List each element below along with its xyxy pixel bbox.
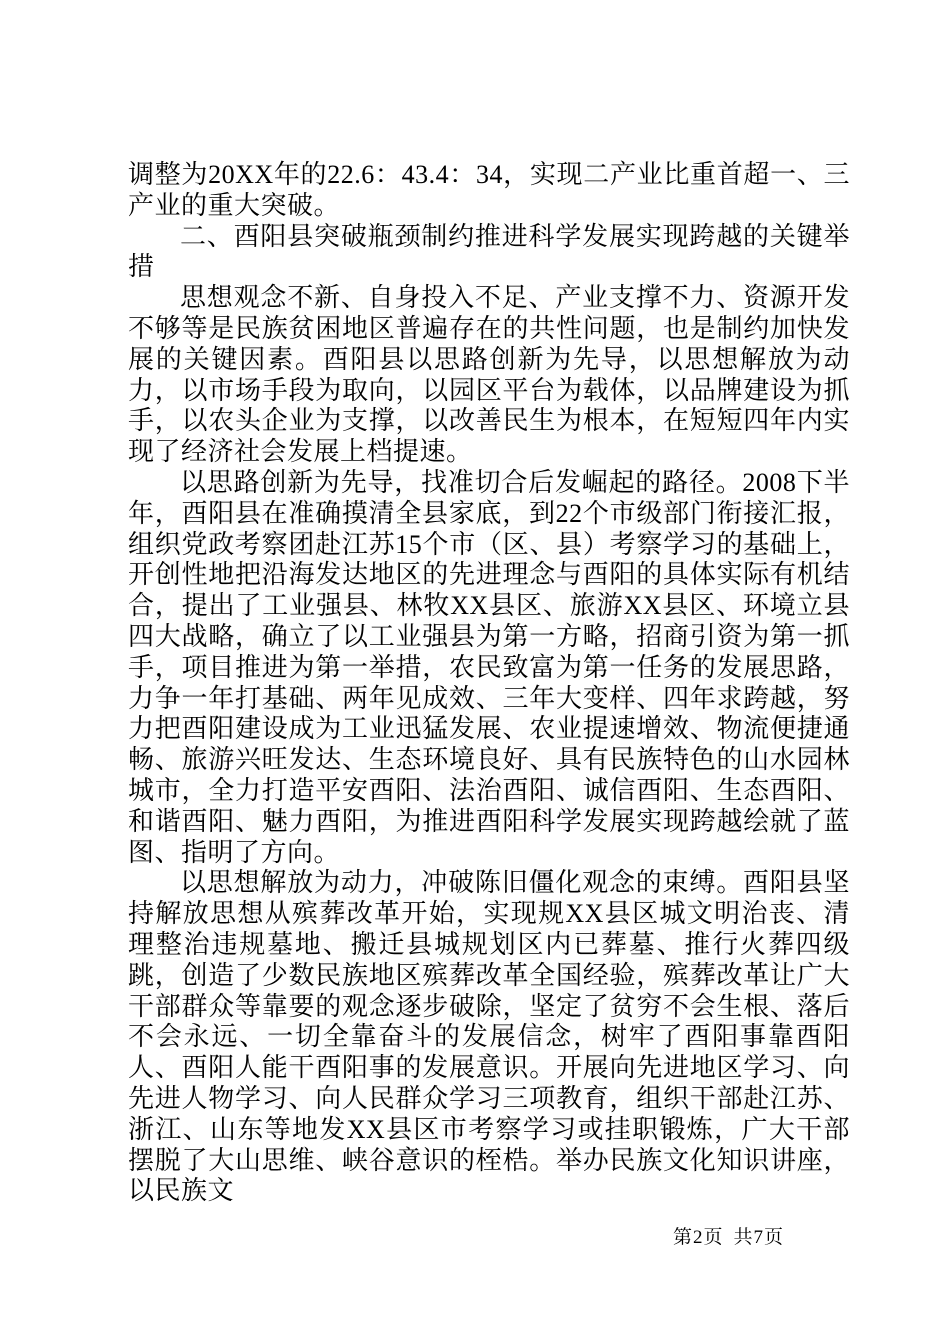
paragraph-continuation: 调整为20XX年的22.6：43.4：34，实现二产业比重首超一、三产业的重大突破。 [128,160,850,220]
page-total-label: 共7页 [733,1227,784,1248]
section-heading: 二、酉阳县突破瓶颈制约推进科学发展实现跨越的关键举措 [128,221,850,282]
document-body [128,160,850,1207]
page-footer [673,1222,784,1249]
paragraph: 以思路创新为先导，找准切合后发崛起的路径。2008下半年，酉阳县在准确摸清全县家底，到22个市级部门衔接汇报，组织党政考察团赴江苏15个市（区、县）考察学习的基础上，开创性地把沿海发达地区的先进理念与酉阳的具体实际有机结合，提出了工业强县、林牧XX县区、旅游XX县区、环境立县四大战略，确立了以工业强县为第一方略，招商引资为第一抓手，项目推进为第一举措，农民致富为第一任务的发展思路，力争一年打基础、两年见成效、三年大变样、四年求跨越，努力把酉阳建设成为工业迅猛发展、农业提速增效、物流便捷通畅、旅游兴旺发达、生态环境良好、具有民族特色的山水园林城市，全力打造平安酉阳、法治酉阳、诚信酉阳、生态酉阳、和谐酉阳、魅力酉阳，为推进酉阳科学发展实现跨越绘就了蓝图、指明了方向。 [128,467,850,867]
paragraph: 以思想解放为动力，冲破陈旧僵化观念的束缚。酉阳县坚持解放思想从殡葬改革开始，实现规XX县区城文明治丧、清理整治违规墓地、搬迁县城规划区内已葬墓、推行火葬四级跳，创造了少数民族地区殡葬改革全国经验，殡葬改革让广大干部群众等靠要的观念逐步破除，坚定了贫穷不会生根、落后不会永远、一切全靠奋斗的发展信念，树牢了酉阳事靠酉阳人、酉阳人能干酉阳事的发展意识。开展向先进地区学习、向先进人物学习、向人民群众学习三项教育，组织干部赴江苏、浙江、山东等地发XX县区市考察学习或挂职锻炼，广大干部摆脱了大山思维、峡谷意识的桎梏。举办民族文化知识讲座，以民族文 [128,868,850,1206]
page-number-label: 第2页 [672,1227,724,1248]
paragraph: 思想观念不新、自身投入不足、产业支撑不力、资源开发不够等是民族贫困地区普遍存在的共性问题，也是制约加快发展的关键因素。酉阳县以思路创新为先导，以思想解放为动力，以市场手段为取向，以园区平台为载体，以品牌建设为抓手，以农头企业为支撑，以改善民生为根本，在短短四年内实现了经济社会发展上档提速。 [128,283,850,467]
